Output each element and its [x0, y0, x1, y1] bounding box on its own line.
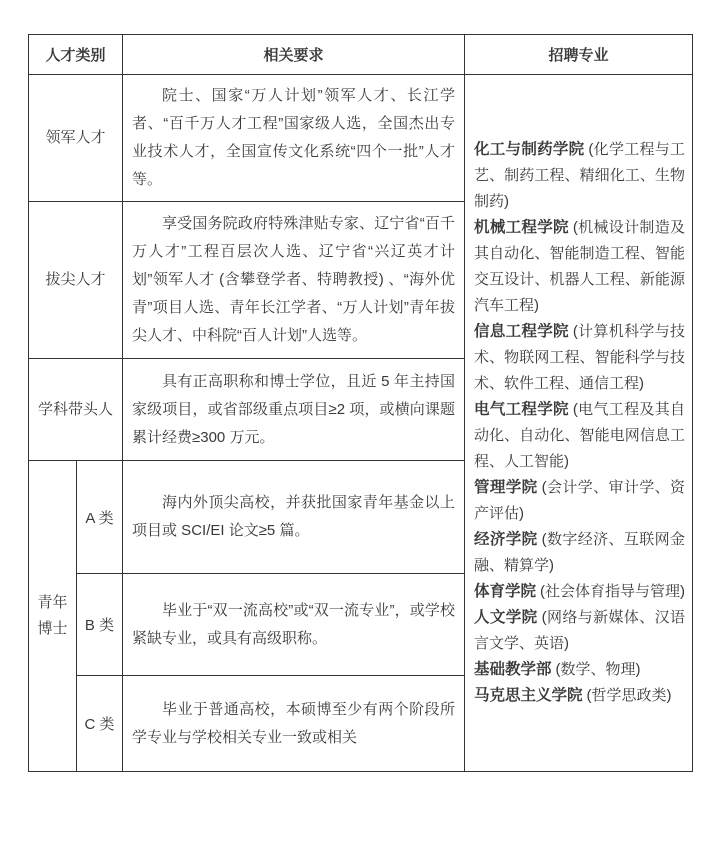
college-name: 经济学院: [474, 531, 538, 548]
subtype-cell-a: [77, 461, 123, 574]
major-entry: [474, 579, 685, 605]
major-entry: [474, 475, 685, 527]
talent-recruitment-table: [28, 34, 693, 772]
college-name: 管理学院: [474, 479, 538, 496]
major-entry: [474, 683, 685, 709]
subtype-cell-b: [77, 574, 123, 676]
subtype-cell-c: [77, 676, 123, 772]
requirement-text: 院士、国家“万人计划”领军人才、长江学者、“百千万人才工程”国家级人选，全国杰出专业技术人才，全国宣传文化系统“四个一批”人才等。: [132, 87, 456, 188]
college-majors: (社会体育指导与管理): [540, 583, 686, 600]
college-majors: (哲学思政类): [586, 687, 672, 704]
college-majors: (数学、物理): [555, 661, 641, 678]
requirement-cell-young-phd-c: [123, 676, 465, 772]
category-label: 学科带头人: [38, 400, 114, 418]
college-majors: (会计学、审计学、资产评估): [474, 479, 686, 522]
requirement-text: 海内外顶尖高校，并获批国家青年基金以上项目或 SCI/EI 论文≥5 篇。: [132, 494, 456, 539]
major-entry: [474, 137, 685, 215]
major-entry: [474, 605, 685, 657]
major-entry: [474, 215, 685, 319]
college-name: 机械工程学院: [474, 219, 569, 236]
requirement-text: 具有正高职称和博士学位，且近 5 年主持国家级项目，或省部级重点项目≥2 项，或横向课题累计经费≥300 万元。: [132, 372, 456, 446]
college-name: 电气工程学院: [474, 401, 569, 418]
requirement-text: 享受国务院政府特殊津贴专家、辽宁省“百千万人才”工程百层次人选、辽宁省“兴辽英才计划”领军人才 (含攀登学者、特聘教授) 、“海外优青”项目人选、青年长江学者、“万人计划”青年拔尖人才、中科院“百人计划”人选等。: [132, 215, 456, 344]
category-label: 青年博士: [37, 594, 68, 637]
college-name: 基础教学部: [474, 661, 552, 678]
college-majors: (电气工程及其自动化、自动化、智能电网信息工程、人工智能): [474, 401, 686, 470]
college-name: 人文学院: [474, 609, 538, 626]
subtype-label: A 类: [85, 509, 114, 527]
major-entry: [474, 527, 685, 579]
majors-cell: [465, 75, 693, 772]
table-row-leading-talent: [29, 75, 693, 202]
header-label-requirements: 相关要求: [263, 47, 324, 64]
category-cell-leading-talent: [29, 75, 123, 202]
major-entry: [474, 319, 685, 397]
category-cell-top-talent: [29, 202, 123, 359]
category-label: 领军人才: [45, 129, 106, 146]
subtype-label: B 类: [84, 617, 115, 634]
requirement-cell-leading-talent: [123, 75, 465, 202]
college-name: 信息工程学院: [474, 323, 569, 340]
college-name: 体育学院: [474, 583, 537, 600]
requirement-text: 毕业于“双一流高校”或“双一流专业”，或学校紧缺专业，或具有高级职称。: [132, 601, 456, 647]
college-name: 化工与制药学院: [474, 141, 585, 158]
college-majors: (网络与新媒体、汉语言文学、英语): [474, 609, 686, 652]
category-cell-young-phd: [29, 461, 77, 772]
header-cell-category: [29, 35, 123, 75]
major-entry: [474, 397, 685, 475]
college-majors: (机械设计制造及其自动化、智能制造工程、智能交互设计、机器人工程、新能源汽车工程): [474, 219, 686, 314]
header-cell-majors: [465, 35, 693, 75]
college-majors: (数字经济、互联网金融、精算学): [474, 531, 686, 574]
requirement-cell-top-talent: [123, 202, 465, 359]
header-label-majors: 招聘专业: [548, 47, 609, 64]
requirement-text: 毕业于普通高校，本硕博至少有两个阶段所学专业与学校相关专业一致或相关: [132, 700, 456, 746]
header-label-category: 人才类别: [45, 47, 106, 64]
table-header-row: [29, 35, 693, 75]
requirement-cell-young-phd-b: [123, 574, 465, 676]
category-label: 拔尖人才: [45, 271, 106, 288]
college-majors: (化学工程与工艺、制药工程、精细化工、生物制药): [474, 141, 686, 210]
major-entry: [474, 657, 685, 683]
category-cell-discipline-leader: [29, 359, 123, 461]
requirement-cell-discipline-leader: [123, 359, 465, 461]
header-cell-requirements: [123, 35, 465, 75]
college-majors: (计算机科学与技术、物联网工程、智能科学与技术、软件工程、通信工程): [474, 323, 686, 392]
college-name: 马克思主义学院: [474, 687, 583, 704]
subtype-label: C 类: [84, 716, 115, 733]
requirement-cell-young-phd-a: [123, 461, 465, 574]
